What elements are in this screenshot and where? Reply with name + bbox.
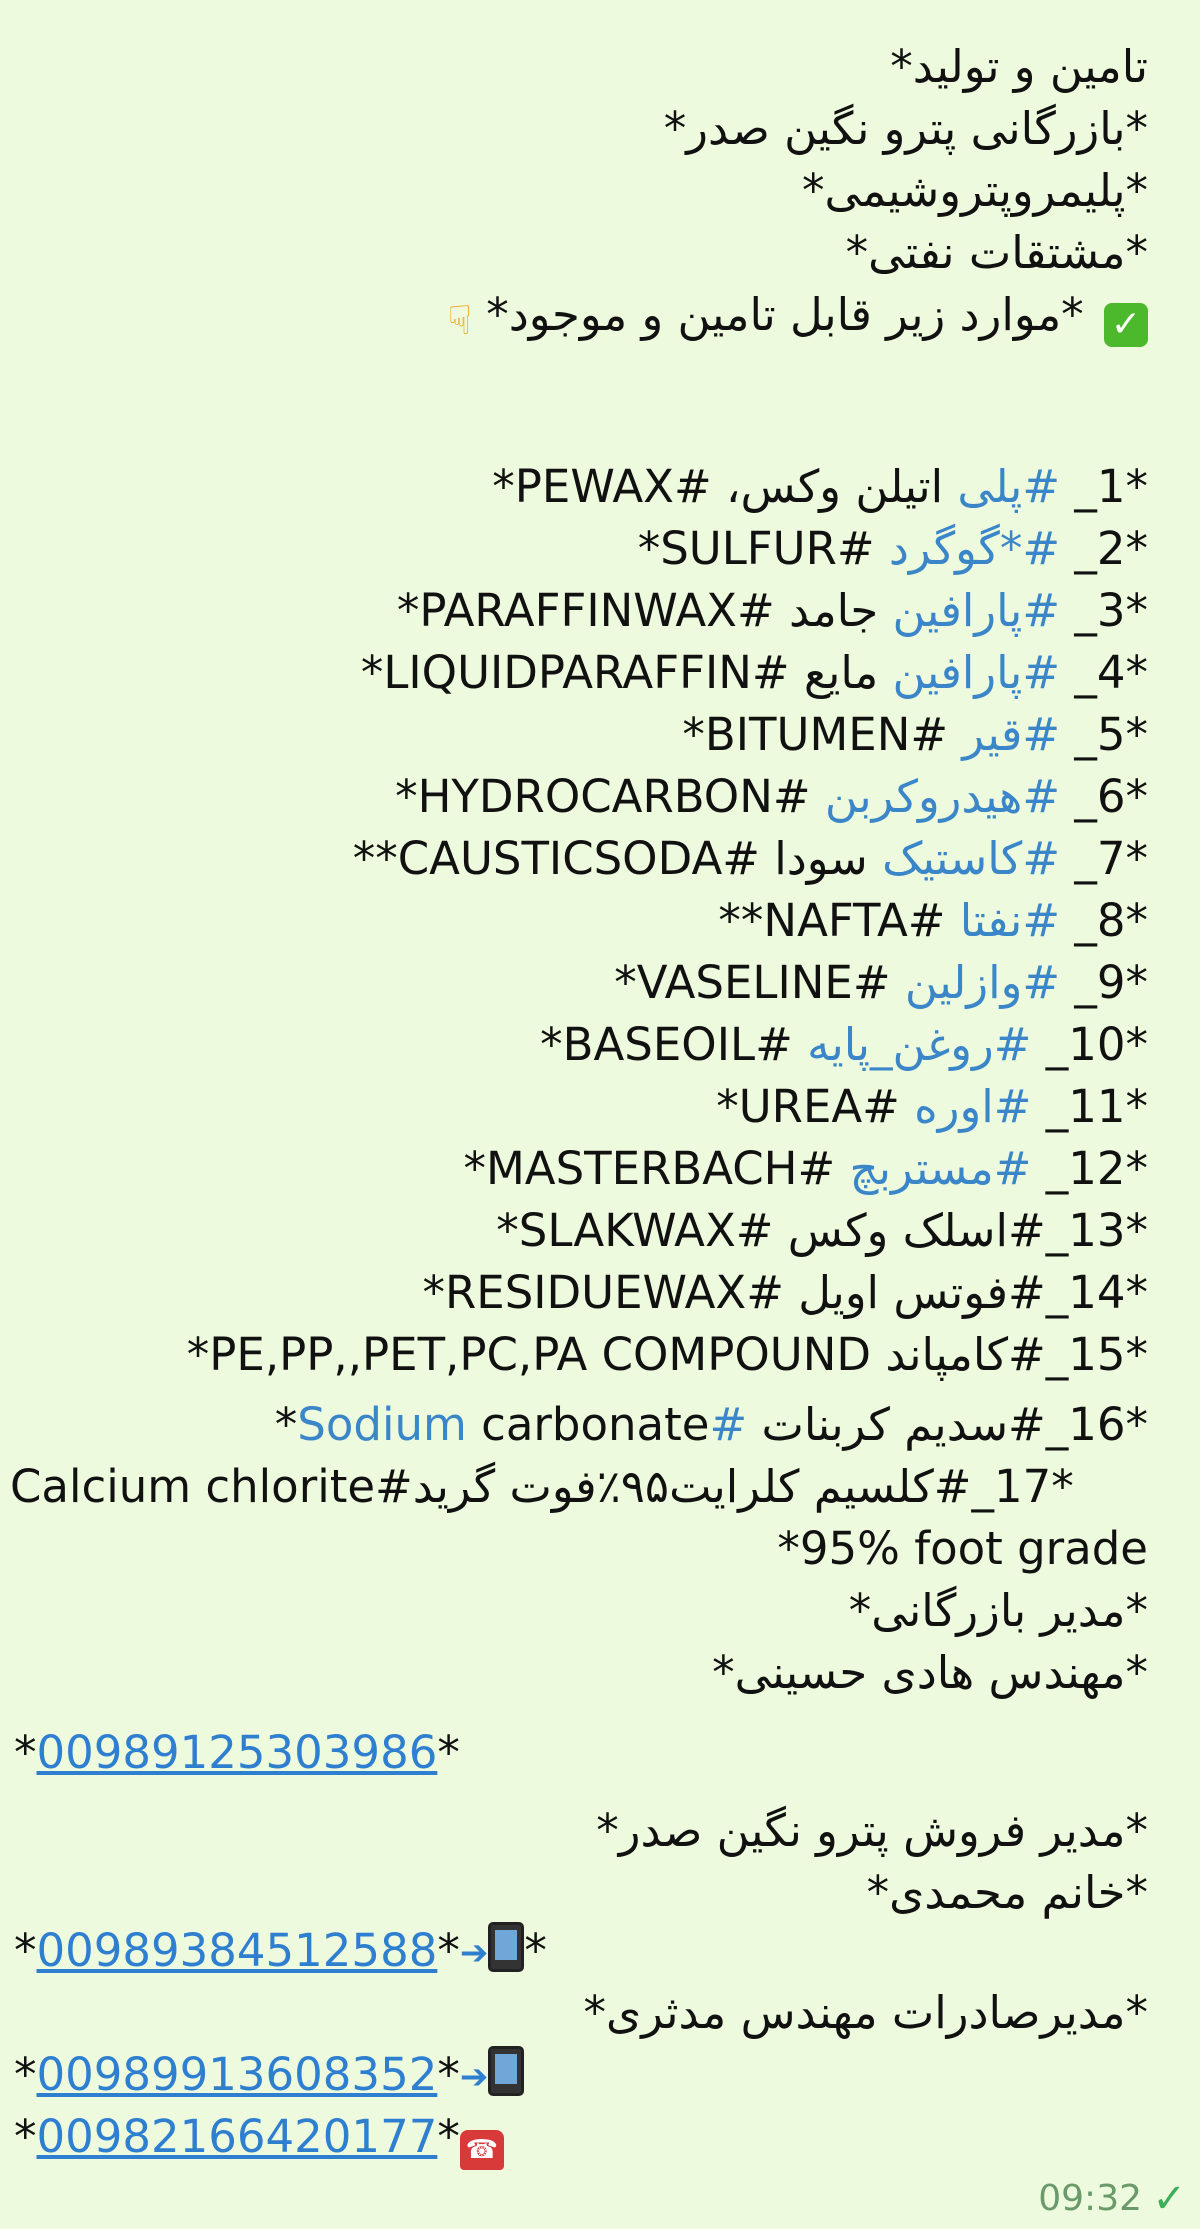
arrow-icon: ➔	[459, 2057, 489, 2097]
list-item-13	[496, 1200, 1148, 1262]
list-item-12	[463, 1138, 1148, 1200]
phone-link-4[interactable]: 00982166420177	[36, 2110, 438, 2163]
star: *	[14, 1726, 37, 1779]
item-suffix: #BASEOIL*	[540, 1018, 808, 1071]
list-item-17: *17_#کلسیم کلرایت۹۵٪فوت گرید#Calcium chlorite	[10, 1460, 1074, 1513]
hashtag-link[interactable]: #نفتا	[959, 894, 1061, 947]
header-line-4: *مشتقات نفتی*	[845, 226, 1148, 279]
item-prefix: *3_	[1060, 584, 1148, 637]
list-item-3	[397, 580, 1148, 642]
item-suffix: #BITUMEN*	[682, 708, 963, 761]
star: *	[14, 1924, 37, 1977]
hashtag-link[interactable]: #کاستیک	[882, 832, 1061, 885]
hashtag-link[interactable]: #مستربچ	[849, 1142, 1032, 1195]
check-mark-button-icon: ✓	[1104, 303, 1148, 347]
phone-link-3[interactable]: 00989913608352	[36, 2048, 438, 2101]
item-prefix: *13_#اسلک وکس	[773, 1204, 1148, 1257]
item-prefix: *11_	[1031, 1080, 1148, 1133]
hashtag-link[interactable]: #قیر	[962, 708, 1061, 761]
list-item-6	[395, 766, 1148, 828]
item-suffix: مایع #LIQUIDPARAFFIN*	[360, 646, 893, 699]
arrow-icon: ➔	[459, 1933, 489, 1973]
item-prefix: *16_#سدیم کربنات	[747, 1398, 1148, 1451]
list-item-2	[638, 518, 1148, 580]
item-prefix: *7_	[1060, 832, 1148, 885]
item-suffix: جامد #PARAFFINWAX*	[396, 584, 893, 637]
item-suffix: #RESIDUEWAX*	[422, 1266, 784, 1319]
hashtag-link[interactable]: #وازلین	[904, 956, 1061, 1009]
list-item-4	[361, 642, 1148, 704]
header-line-3: *پلیمروپتروشیمی*	[801, 164, 1148, 217]
star: *	[437, 1924, 460, 1977]
manager3-title: *مدیرصادرات مهندس مدثری*	[583, 1986, 1148, 2039]
item-prefix: *15_#کامپاند	[871, 1328, 1148, 1381]
item-prefix: *2_	[1060, 522, 1148, 575]
star: *	[437, 2110, 460, 2163]
item-suffix: سودا #CAUSTICSODA**	[352, 832, 883, 885]
star: *	[437, 2048, 460, 2101]
message-time: 09:32	[1038, 2178, 1142, 2219]
header-line-2: *بازرگانی پترو نگین صدر*	[663, 102, 1148, 155]
star: *	[14, 2048, 37, 2101]
available-line	[448, 284, 1148, 346]
phone-line-4	[14, 2106, 504, 2168]
list-item-15	[187, 1324, 1148, 1386]
item-prefix: *12_	[1031, 1142, 1148, 1195]
item-suffix: #HYDROCARBON*	[395, 770, 825, 823]
hashtag-link[interactable]: #*گوگرد	[888, 522, 1061, 575]
star: *	[14, 2110, 37, 2163]
list-item-11	[716, 1076, 1148, 1138]
available-text: *موارد زیر قابل تامین و موجود*	[486, 288, 1084, 341]
item-prefix: *5_	[1060, 708, 1148, 761]
manager2-title: *مدیر فروش پترو نگین صدر*	[596, 1804, 1148, 1857]
list-item-17-b: *95% foot grade	[777, 1522, 1148, 1575]
list-item-5	[682, 704, 1148, 766]
item-prefix: *9_	[1060, 956, 1148, 1009]
list-item-16	[275, 1394, 1148, 1456]
list-item-8	[718, 890, 1148, 952]
star: *	[524, 1924, 547, 1977]
item-suffix: #SULFUR*	[637, 522, 889, 575]
hashtag-link[interactable]: #پارافین	[892, 646, 1061, 699]
hashtag-link[interactable]: #هیدروکربن	[824, 770, 1061, 823]
list-item-14	[423, 1262, 1149, 1324]
hashtag-link[interactable]: #روغن_پایه	[807, 1018, 1032, 1071]
list-item-7	[353, 828, 1148, 890]
hashtag-link[interactable]: #اوره	[914, 1080, 1032, 1133]
phone-line-3	[14, 2044, 524, 2106]
phone-line-1	[14, 1722, 460, 1784]
telephone-icon: ☎	[460, 2130, 504, 2170]
mobile-phone-icon	[488, 2046, 524, 2096]
item-prefix: *4_	[1060, 646, 1148, 699]
item-prefix: *10_	[1031, 1018, 1148, 1071]
list-item-10	[540, 1014, 1148, 1076]
mobile-phone-icon	[488, 1922, 524, 1972]
header-line-1: تامین و تولید*	[890, 40, 1148, 93]
manager1-title: *مدیر بازرگانی*	[848, 1584, 1148, 1637]
list-item-1	[492, 456, 1148, 518]
item-prefix: *6_	[1060, 770, 1148, 823]
item-prefix: *1_	[1060, 460, 1148, 513]
hand-pointing-down-icon: ☟	[447, 298, 472, 344]
list-item-9	[614, 952, 1148, 1014]
item-prefix: *14_#فوتس اویل	[783, 1266, 1148, 1319]
item-suffix: PE,PP,,PET,PC,PA COMPOUND*	[186, 1328, 872, 1381]
item-suffix: #UREA*	[716, 1080, 915, 1133]
star: *	[437, 1726, 460, 1779]
manager1-name: *مهندس هادی حسینی*	[712, 1646, 1148, 1699]
item-suffix: #VASELINE*	[614, 956, 905, 1009]
phone-line-2	[14, 1920, 547, 1982]
item-suffix: carbonate*	[274, 1398, 710, 1451]
item-suffix: #MASTERBACH*	[463, 1142, 850, 1195]
item-suffix: #SLAKWAX*	[496, 1204, 774, 1257]
phone-link-1[interactable]: 00989125303986	[36, 1726, 438, 1779]
hashtag-link[interactable]: #پارافین	[892, 584, 1061, 637]
hashtag-link[interactable]: #Sodium	[297, 1398, 748, 1451]
item-prefix: *8_	[1060, 894, 1148, 947]
item-suffix: اتیلن وکس، #PEWAX*	[492, 460, 958, 513]
phone-link-2[interactable]: 00989384512588	[36, 1924, 438, 1977]
hashtag-link[interactable]: #پلی	[957, 460, 1061, 513]
item-suffix: #NAFTA**	[718, 894, 960, 947]
manager2-name: *خانم محمدی*	[866, 1866, 1148, 1919]
single-check-icon: ✓	[1152, 2176, 1186, 2222]
